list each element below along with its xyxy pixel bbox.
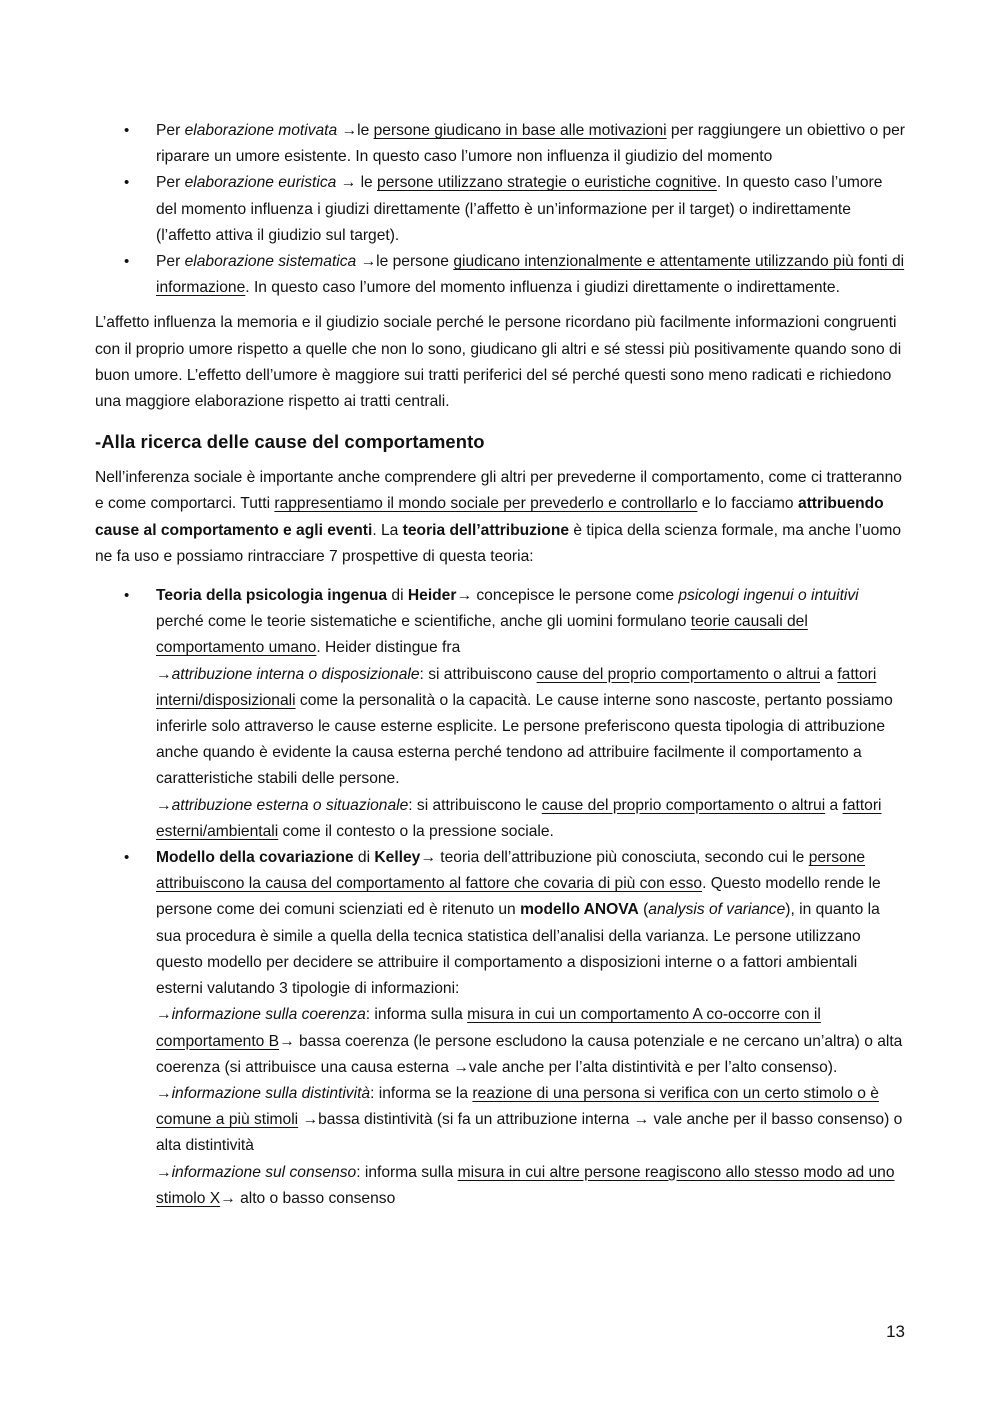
processing-list xyxy=(95,118,907,301)
bullet: • xyxy=(124,587,130,605)
paragraph-attribution: Nell’inferenza sociale è importante anche comprendere gli altri per prevederne il comportamento, come ci tratteranno e come comportarci. Tutti rappresentiamo il mondo sociale per prevederlo e controllarlo e lo facciamo attribuendo cause al comportamento e agli eventi. La teoria dell’attribuzione è tipica della scienza formale, ma anche l’uomo ne fa uso e possiamo rintracciare 7 prospettive di questa teoria: xyxy=(95,469,902,565)
list-item: • Per elaborazione motivata →le persone giudicano in base alle motivazioni per raggiungere un obiettivo o per riparare un umore esistente. In questo caso l’umore non influenza il giudizio del momento xyxy=(95,118,907,170)
bullet: • xyxy=(124,849,130,867)
bullet: • xyxy=(124,122,130,139)
bullet: • xyxy=(124,174,130,192)
list-item: • Per elaborazione euristica → le persone utilizzano strategie o euristiche cognitive. In questo caso l’umore del momento influenza i giudizi direttamente (l’affetto è un’informazione per il target) o indirettamente (l’affetto attiva il giudizio sul target). xyxy=(95,170,907,249)
list-item: • Per elaborazione sistematica →le persone giudicano intenzionalmente e attentamente utilizzando più fonti di informazione. In questo caso l’umore del momento influenza i giudizi direttamente o indirettamente. xyxy=(95,249,907,301)
list-item-heider: • Teoria della psicologia ingenua di Heider→ concepisce le persone come psicologi ingenui o intuitivi perché come le teorie sistematiche e scientifiche, anche gli uomini formulano teorie causali del comportamento umano. Heider distingue fra →attribuzione interna o disposizionale: si attribuiscono cause del proprio comportamento o altrui a fattori interni/disposizionali come la personalità o la capacità. Le cause interne sono nascoste, pertanto possiamo inferirle solo attraverso le cause esterne esplicite. Le persone preferiscono questa tipologia di attribuzione anche quando è evidente la causa esterna perché tendono ad attribuire facilmente il comportamento a caratteristiche stabili delle persone. →attribuzione esterna o situazionale: si attribuiscono le cause del proprio comportamento o altrui a fattori esterni/ambientali come il contesto o la pressione sociale. xyxy=(95,583,907,845)
list-item-kelley: • Modello della covariazione di Kelley→ teoria dell’attribuzione più conosciuta, secondo cui le persone attribuiscono la causa del comportamento al fattore che covaria di più con esso. Questo modello rende le persone come dei comuni scienziati ed è ritenuto un modello ANOVA (analysis of variance), in quanto la sua procedura è simile a quella della tecnica statistica dell’analisi della varianza. Le persone utilizzano questo modello per decidere se attribuire il comportamento a disposizioni interne o a fattori ambientali esterni valutando 3 tipologie di informazioni: →informazione sulla coerenza: informa sulla misura in cui un comportamento A co-occorre con il comportamento B→ bassa coerenza (le persone escludono la causa potenziale e ne cercano un’altra) o alta coerenza (si attribuisce una causa esterna →vale anche per l’alta distintività e per l’alto consenso). →informazione sulla distintività: informa se la reazione di una persona si verifica con un certo stimolo o è comune a più stimoli →bassa distintività (si fa un attribuzione interna → vale anche per il basso consenso) o alta distintività →informazione sul consenso: informa sulla misura in cui altre persone reagiscono allo stesso modo ad uno stimolo X→ alto o basso consenso xyxy=(95,845,907,1212)
theories-list xyxy=(95,583,907,1212)
section-heading: -Alla ricerca delle cause del comportamento xyxy=(95,431,485,453)
page-number: 13 xyxy=(886,1322,905,1341)
bullet: • xyxy=(124,253,130,271)
paragraph-affect: L’affetto influenza la memoria e il giudizio sociale perché le persone ricordano più facilmente informazioni congruenti con il proprio umore rispetto a quelle che non lo sono, giudicano gli altri e sé stessi più positivamente quando sono di buon umore. L’effetto dell’umore è maggiore sui tratti periferici del sé perché questi sono meno radicati e richiedono una maggiore elaborazione rispetto ai tratti centrali. xyxy=(95,314,902,411)
page-content xyxy=(95,118,907,1212)
